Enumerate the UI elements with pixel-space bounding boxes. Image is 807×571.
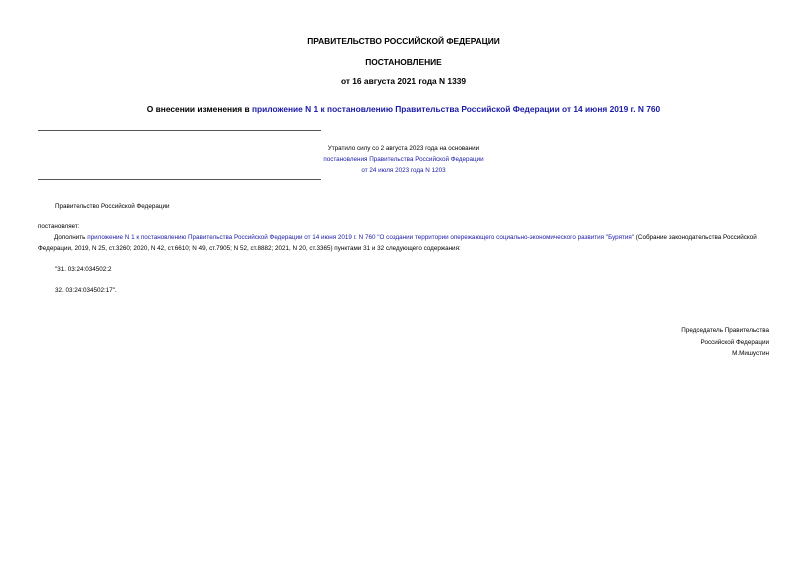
signature-position-line2: Российской Федерации	[700, 338, 769, 346]
item-31: "31. 03:24:034502:2	[55, 266, 112, 273]
signature-block	[681, 325, 769, 360]
status-note	[290, 143, 517, 176]
body-paragraph-prefix: Дополнить	[54, 234, 88, 241]
government-heading: ПРАВИТЕЛЬСТВО РОССИЙСКОЙ ФЕДЕРАЦИИ	[307, 36, 500, 46]
title-link-appendix[interactable]: приложение N 1 к постановлению Правительства Российской Федерации от 14 июня 2019 г. N 760	[251, 104, 661, 114]
item-32: 32. 03:24:034502:17".	[55, 287, 117, 294]
document-title-prefix: О внесении изменения в	[146, 104, 252, 114]
document-title	[0, 104, 807, 114]
status-note-link-resolution[interactable]: постановления Правительства Российской Федерации	[323, 156, 484, 163]
document-date-number: от 16 августа 2021 года N 1339	[340, 76, 467, 86]
status-note-link-date[interactable]: от 24 июля 2023 года N 1203	[361, 167, 446, 174]
document-type: ПОСТАНОВЛЕНИЕ	[365, 57, 442, 67]
body-paragraph-suffix: (Собрание законодательства Российской Федерации, 2019, N 25, ст.3260; 2020, N 42, ст.6610; N 49, ст.7905; N 52, ст.8882; 2021, N 20, ст.3365) пунктами 31 и 32 следующего содержания:	[38, 234, 757, 252]
body-paragraph	[38, 233, 770, 254]
body-government: Правительство Российской Федерации	[55, 203, 170, 210]
signature-position-line1: Председатель Правительства	[681, 327, 769, 334]
signature-name: М.Мишустин	[732, 350, 769, 357]
divider-bottom	[38, 179, 321, 180]
body-resolves: постановляет:	[38, 223, 80, 230]
body-link-appendix[interactable]: приложение N 1 к постановлению Правительства Российской Федерации от 14 июня 2019 г. N 760 "О создании территории опережающего социально-экономического развития "Бурятия"	[87, 234, 635, 241]
status-note-text: Утратило силу со 2 августа 2023 года на основании	[327, 145, 480, 152]
divider-top	[38, 130, 321, 131]
